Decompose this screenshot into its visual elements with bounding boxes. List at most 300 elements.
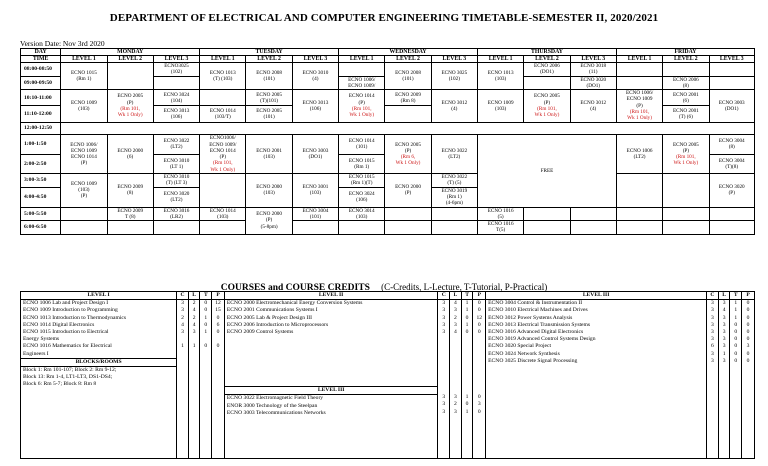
timetable-cell: ECNO 3024 (104): [153, 90, 199, 106]
level-iii-practicals: [742, 300, 755, 459]
timetable-cell: [709, 207, 754, 221]
course-line: ECNO 3019 Advanced Control Systems Design: [488, 336, 596, 343]
credit-value: 3: [711, 350, 714, 357]
cell-text: ECNO 2005 (P): [672, 141, 699, 154]
tutorial-value: 0: [734, 357, 738, 364]
practical-value: 0: [746, 307, 750, 314]
practical-value: 0: [477, 329, 481, 336]
timetable-cell: ECNO 3010 (4): [292, 63, 338, 90]
timetable-cell: ECNO 2001 (T) (6): [663, 106, 709, 122]
tutorial-value: 0: [204, 307, 208, 314]
credit-value: 2: [181, 314, 184, 321]
practical-value: 3: [477, 401, 481, 408]
level-header: LEVEL 1: [339, 56, 385, 63]
practical-value: 3: [746, 343, 750, 350]
cell-text: ECNO 1006/ ECNO 1009 (P): [625, 90, 654, 109]
timetable-cell: [292, 221, 338, 235]
course-line: ECNO 3003 Telecommunications Networks: [226, 409, 326, 416]
timetable-cell: ECNO 3003 (DO1): [709, 90, 754, 122]
practical-value: 0: [477, 307, 481, 314]
level-header: LEVEL 3: [709, 56, 754, 63]
level-header: LEVEL 3: [153, 56, 199, 63]
practical-value: 0: [746, 314, 750, 321]
lecture-value: 3: [722, 336, 726, 343]
timetable-cell: ECNO 3022 (LT2): [431, 135, 477, 174]
level-ii-lectures: [450, 300, 462, 459]
timetable-cell: ECNO 3025 (102): [431, 63, 477, 90]
tutorial-value: 1: [465, 394, 469, 401]
timetable-cell: [663, 207, 709, 221]
credit-value: 3: [442, 314, 446, 321]
timetable-cell: [663, 174, 709, 207]
tutorial-value: 0: [734, 336, 738, 343]
level-header: LEVEL 2: [663, 56, 709, 63]
timetable-cell: ECNO 2000 (P) (5-8pm): [246, 207, 292, 234]
tutorial-value: 1: [204, 314, 208, 321]
course-line: ENOR 3000 Technology of the Steelpan: [226, 402, 318, 409]
credit-value: 3: [442, 394, 446, 401]
credit-value: 3: [442, 408, 446, 415]
credit-value: 3: [711, 307, 714, 314]
lecture-value: 3: [454, 321, 457, 328]
lecture-value: [189, 351, 200, 358]
course-line: ECNO 1016 Mathematics for Electrical: [23, 343, 112, 350]
timetable-cell: ECNO 3001 (103): [292, 174, 338, 207]
block-line: Block 13: Rm 1-4, LT1-LT3, DS1-DS4;: [23, 374, 113, 381]
timetable-cell: ECNO 3016 (LR2): [153, 207, 199, 221]
courses-table: [20, 291, 755, 459]
timetable-cell: [616, 207, 662, 221]
timetable-cell: [200, 174, 246, 207]
timetable-cell: [200, 221, 246, 235]
cell-note: (Rm 101, Wk 1 Only): [117, 105, 143, 119]
timetable-cell: [153, 221, 199, 235]
practical-value: 0: [477, 321, 481, 328]
timetable-cell: [385, 207, 431, 221]
level-ii-credits: [438, 300, 450, 459]
level-header: LEVEL 2: [246, 56, 292, 63]
level-header: LEVEL 2: [524, 56, 570, 63]
col-c: C: [177, 292, 189, 300]
timetable-cell: [107, 90, 153, 122]
tutorial-value: 0: [204, 321, 208, 328]
time-slot: 5:00-5:50: [21, 207, 61, 221]
timetable-cell: ECNO 2009 T (8): [107, 207, 153, 221]
timetable-cell: [709, 221, 754, 235]
timetable-cell: [339, 221, 385, 235]
practical-value: 0: [216, 314, 220, 321]
practical-value: 0: [746, 300, 750, 307]
timetable-cell: [61, 221, 107, 235]
lecture-value: [189, 336, 200, 343]
credit-value: 3: [442, 321, 446, 328]
practical-value: 0: [477, 408, 481, 415]
col-t: T: [730, 292, 742, 300]
timetable-cell: [385, 221, 431, 235]
timetable-cell: ECNO 1009 (103): [61, 90, 107, 122]
timetable-grid: [20, 48, 755, 235]
tutorial-value: 0: [734, 329, 738, 336]
lecture-value: 4: [722, 307, 726, 314]
timetable-cell: ECNO 2005 (101): [246, 106, 292, 122]
course-line: ECNO 1014 Digital Electronics: [23, 321, 95, 328]
course-line: ECNO 3004 Control & Instrumentation II: [488, 300, 583, 307]
tutorial-value: 0: [465, 401, 469, 408]
lecture-value: 3: [722, 300, 726, 307]
timetable-cell: [616, 221, 662, 235]
level-i-tutorials: [200, 300, 212, 459]
col-p: P: [742, 292, 755, 300]
practical-value: 0: [477, 394, 481, 401]
level-iii-courses: [486, 300, 707, 459]
day-label: DAY: [21, 49, 61, 56]
timetable-cell: ECNO 1016 (5): [478, 207, 524, 221]
version-date: Version Date: Nov 3rd 2020: [20, 39, 105, 48]
timetable-cell: [709, 63, 754, 77]
practical-value: 0: [746, 329, 750, 336]
timetable-cell: ECNO 3010 (T) (LT 3): [153, 174, 199, 188]
timetable-cell: ECNO 1015 (Rm 1): [339, 154, 385, 173]
level-iii-lectures: [718, 300, 730, 459]
timetable-cell: ECNO 3022 (LT2): [153, 135, 199, 154]
course-line: ECNO 1006 Lab and Project Design I: [23, 300, 109, 307]
timetable-cell: ECNO 1014 (101): [339, 135, 385, 154]
cell-text: ECNO1006/ ECNO 1009/ ECNO 1014 (P): [209, 135, 237, 161]
credit-value: [177, 351, 188, 358]
course-line: ECNO 3022 Electromagnetic Field Theory: [226, 395, 324, 402]
tutorial-value: 1: [465, 300, 469, 307]
timetable-cell: [524, 221, 570, 235]
block-line: Block 1: Rm 101-107; Block 2: Rm 9-12;: [23, 367, 117, 374]
level-i-practicals: [212, 300, 225, 459]
timetable-cell: [709, 76, 754, 90]
level-header: LEVEL 3: [570, 56, 616, 63]
level-i-lectures: [188, 300, 200, 459]
timetable-cell: [616, 90, 662, 122]
level-ii-tutorials: [461, 300, 473, 459]
tutorial-value: 0: [204, 343, 208, 350]
lecture-value: 3: [454, 307, 457, 314]
tutorial-value: 0: [734, 350, 738, 357]
courses-title: COURSES and COURSE CREDITS: [220, 283, 370, 293]
timetable-cell: [616, 174, 662, 207]
time-slot: 10:10-11:00: [21, 90, 61, 106]
col-c: C: [707, 292, 719, 300]
lecture-value: 3: [722, 314, 726, 321]
level-header: LEVEL 3: [431, 56, 477, 63]
courses-legend: (C-Credits, L-Lecture, T-Tutorial, P-Practical): [381, 282, 548, 292]
timetable-cell: ECNO 3013 (106): [292, 90, 338, 122]
time-slot: 08:00-08:50: [21, 63, 61, 77]
course-line: ECNO 3016 Advanced Digital Electronics: [488, 329, 584, 336]
timetable-cell: ECNO 1013 (T) (103): [200, 63, 246, 90]
timetable-cell: [339, 90, 385, 122]
time-slot: 11:10-12:00: [21, 106, 61, 122]
timetable-cell: ECNO 3019 (Rm 1) (4-6pm): [431, 187, 477, 207]
credit-value: 3: [442, 329, 446, 336]
timetable-cell: ECNO 2008 (101): [246, 63, 292, 90]
course-line: ECNO 2005 Lab & Project Design III: [226, 314, 313, 321]
credit-value: 3: [181, 307, 184, 314]
timetable-cell: [200, 90, 246, 106]
time-slot: 6:00-6:50: [21, 221, 61, 235]
credit-value: 3: [711, 357, 714, 364]
col-p: P: [212, 292, 225, 300]
lecture-value: 3: [722, 357, 726, 364]
timetable-cell: ECNO 2001 (103): [246, 135, 292, 174]
timetable-cell: ECNO 1009 (103): [478, 90, 524, 122]
course-line: ECNO 1009 Introduction to Programming: [23, 307, 118, 314]
timetable-cell: ECNO 1014 (103): [200, 207, 246, 221]
practical-value: [212, 351, 224, 358]
timetable-cell: ECNO 3024 (106): [339, 187, 385, 207]
level-i-header: LEVEL I: [21, 292, 177, 300]
time-slot: 1:00-1:50: [21, 135, 61, 154]
tutorial-value: 1: [465, 321, 469, 328]
credit-value: 3: [181, 329, 184, 336]
timetable-cell: [431, 207, 477, 221]
level-header: LEVEL 1: [61, 56, 107, 63]
level-iii-header: LEVEL III: [486, 292, 707, 300]
practical-value: 0: [216, 329, 220, 336]
level-iii-tutorials: [730, 300, 742, 459]
thursday-free-block: FREE: [478, 135, 617, 207]
course-line: Engineers I: [23, 350, 49, 357]
credit-value: 3: [711, 300, 714, 307]
practical-value: 0: [216, 343, 220, 350]
timetable-cell: ECNO 2006 (DO1): [524, 63, 570, 77]
course-line: ECNO 1013 Introduction to Thermodynamics: [23, 314, 127, 321]
course-line: ECNO 3010 Electrical Machines and Drives: [488, 307, 588, 314]
tutorial-value: 0: [734, 343, 738, 350]
level-iii-credits: [707, 300, 719, 459]
cell-note: (Rm 101, Wk 1 Only): [534, 105, 560, 119]
day-monday: MONDAY: [61, 49, 200, 56]
timetable-cell: [570, 207, 616, 221]
cell-note: (Rm 101, Wk 1 Only): [673, 154, 699, 167]
lecture-value: 3: [722, 321, 726, 328]
lecture-value: 1: [192, 343, 196, 350]
timetable-cell: ECNO 3003 (DO1): [292, 135, 338, 174]
practical-value: 0: [746, 350, 750, 357]
tutorial-value: 0: [204, 300, 208, 307]
timetable-cell: ECNO 3013 (106): [153, 106, 199, 122]
timetable-cell: ECNO 3012 (4): [431, 90, 477, 122]
col-t: T: [461, 292, 473, 300]
timetable-cell: ECNO 2008 (101): [385, 63, 431, 90]
credit-value: 3: [711, 329, 714, 336]
course-line: ECNO 2001 Communications Systems I: [226, 307, 318, 314]
time-slot: 09:00-09:50: [21, 76, 61, 90]
cell-text: ECNO 2005 (P): [534, 93, 560, 106]
tutorial-value: 0: [465, 329, 469, 336]
credit-value: 3: [442, 300, 446, 307]
lecture-value: 2: [454, 401, 457, 408]
lecture-value: 2: [454, 314, 457, 321]
block-line: Block 6: Rm 5-7; Block 8: Rm 8: [23, 381, 97, 388]
tutorial-value: 1: [465, 408, 469, 415]
level-i-credits: [177, 300, 189, 459]
credit-value: [177, 336, 188, 343]
timetable-cell: [524, 90, 570, 122]
lecture-value: 4: [192, 321, 196, 328]
timetable-cell: ECNO 1014 (103/T): [200, 106, 246, 122]
timetable-cell: ECNO 3004 (101): [292, 207, 338, 221]
timetable-cell: ECNO 1013 (103): [478, 63, 524, 90]
level-header: LEVEL 1: [478, 56, 524, 63]
timetable-cell: ECNO 3014 (103): [339, 207, 385, 221]
credit-value: 6: [711, 343, 714, 350]
course-line: Energy Systems: [23, 336, 60, 343]
timetable-cell: ECNO 3018 (11): [570, 63, 616, 77]
credit-value: 3: [711, 321, 714, 328]
practical-value: 6: [216, 321, 220, 328]
credit-value: 3: [442, 307, 446, 314]
level-iii-sub-title: LEVEL III: [225, 386, 438, 395]
timetable-cell: ECNO 3012 (4): [570, 90, 616, 122]
tutorial-value: 0: [465, 314, 469, 321]
timetable-cell: ECNO 1016 T(5): [478, 221, 524, 235]
time-slot: 2:00-2:50: [21, 154, 61, 173]
lecture-value: 3: [722, 329, 726, 336]
lecture-value: 3: [192, 329, 196, 336]
course-line: ECNO 2009 Control Systems: [226, 329, 294, 336]
level-ii-practicals: [473, 300, 486, 459]
col-l: L: [188, 292, 200, 300]
timetable-cell: ECNO 3020 (LT2): [153, 187, 199, 207]
lecture-value: 4: [454, 329, 457, 336]
timetable-cell: [616, 63, 662, 77]
tutorial-value: 1: [734, 307, 738, 314]
credit-value: 3: [711, 314, 714, 321]
practical-value: 15: [215, 307, 221, 314]
timetable-cell: ECNO3025 (102): [153, 63, 199, 77]
credit-value: 1: [181, 343, 184, 350]
timetable-cell: [107, 221, 153, 235]
timetable-cell: [431, 221, 477, 235]
timetable-cell: ECNO 3022 (T) (5): [431, 174, 477, 188]
cell-text: ECNO 2005 (P): [117, 93, 144, 106]
timetable-cell: ECNO 3020 (DO1): [570, 76, 616, 90]
tutorial-value: 1: [734, 300, 738, 307]
practical-value: 12: [215, 300, 221, 307]
practical-value: 0: [746, 336, 750, 343]
timetable-cell: [663, 63, 709, 77]
practical-value: [212, 336, 224, 343]
cell-note: (Rm 101, Wk 1 Only): [349, 105, 375, 119]
col-c: C: [438, 292, 450, 300]
course-line: ECNO 2000 Electromechanical Energy Conversion Systems: [226, 300, 363, 307]
timetable-cell: [385, 135, 431, 174]
time-slot: 3:00-3:50: [21, 174, 61, 188]
credit-value: 3: [181, 300, 184, 307]
cell-text: ECNO 1014 (P): [348, 93, 375, 106]
practical-value: 0: [477, 300, 481, 307]
tutorial-value: [200, 336, 211, 343]
lunch-break-row: [61, 122, 755, 135]
course-line: ECNO 2006 Introduction to Microprocessors: [226, 321, 329, 328]
lecture-value: 3: [454, 394, 457, 401]
timetable-cell: ECNO 1015 (Rm 1): [61, 63, 107, 90]
timetable-cell: [385, 106, 431, 122]
cell-note: (Rm 101, Wk 1 Only): [210, 160, 236, 173]
tutorial-value: 1: [734, 314, 738, 321]
time-slot: 4:00-4:50: [21, 187, 61, 207]
lecture-value: 3: [454, 408, 457, 415]
tutorial-value: 0: [734, 321, 738, 328]
col-t: T: [200, 292, 212, 300]
timetable-cell: ECNO 1006/ ECNO 1009 ECNO 1014 (P): [61, 135, 107, 174]
course-line: ECNO 3025 Discrete Signal Processing: [488, 357, 578, 364]
credit-value: 4: [181, 321, 184, 328]
lecture-value: 4: [454, 300, 457, 307]
timetable-cell: ECNO 2000 (103): [246, 174, 292, 207]
timetable-cell: [339, 63, 385, 77]
credit-value: 3: [711, 336, 714, 343]
practical-value: 0: [746, 357, 750, 364]
timetable-cell: ECNO 1006 (LT2): [616, 135, 662, 174]
level-header: LEVEL 1: [616, 56, 662, 63]
col-l: L: [450, 292, 462, 300]
course-line: ECNO 1015 Introduction to Electrical: [23, 329, 109, 336]
level-header: LEVEL 2: [385, 56, 431, 63]
tutorial-value: 1: [204, 329, 208, 336]
timetable-cell: ECNO 1009 (103) (P): [61, 174, 107, 207]
timetable-cell: ECNO 3004 (8): [709, 135, 754, 154]
day-thursday: THURSDAY: [478, 49, 617, 56]
timetable-cell: [153, 76, 199, 90]
timetable-cell: [616, 76, 662, 90]
day-wednesday: WEDNESDAY: [339, 49, 478, 56]
timetable-cell: [107, 63, 153, 90]
day-friday: FRIDAY: [616, 49, 754, 56]
level-ii-courses: [224, 300, 438, 459]
cell-note: (Rm 6, Wk 1 Only): [395, 154, 421, 167]
timetable-cell: ECNO 2009 (8): [107, 174, 153, 207]
timetable-cell: ECNO 3004 (T)(8): [709, 154, 754, 173]
day-tuesday: TUESDAY: [200, 49, 339, 56]
credit-value: 3: [442, 401, 446, 408]
practical-value: 0: [746, 321, 750, 328]
practical-value: 12: [476, 314, 483, 321]
timetable-cell: [200, 135, 246, 174]
level-header: LEVEL 3: [292, 56, 338, 63]
course-line: ECNO 3013 Electrical Transmission Systems: [488, 321, 591, 328]
page-title: DEPARTMENT OF ELECTRICAL AND COMPUTER ENGINEERING TIMETABLE-SEMESTER II, 2020/2021: [109, 12, 659, 24]
course-line: ECNO 3024 Network Synthesis: [488, 350, 560, 357]
timetable-cell: ECNO 2005 (T)(101): [246, 90, 292, 106]
lecture-value: 1: [722, 350, 726, 357]
timetable-cell: [61, 207, 107, 221]
timetable-cell: ECNO 3010 (LT 1): [153, 154, 199, 173]
col-l: L: [718, 292, 730, 300]
level-ii-header: LEVEL II: [224, 292, 438, 300]
level-i-courses: [21, 300, 177, 459]
course-line: ECNO 3012 Power Systems Analysis: [488, 314, 573, 321]
level-header: LEVEL 1: [200, 56, 246, 63]
timetable-cell: ECNO 2000 (P): [385, 174, 431, 207]
timetable-cell: [663, 135, 709, 174]
cell-text: ECNO 2005 (P): [395, 141, 421, 154]
level-header: LEVEL 2: [107, 56, 153, 63]
timetable-cell: ECNO 1006/ ECNO 1009/: [339, 76, 385, 90]
timetable-cell: ECNO 2000 (6): [107, 135, 153, 174]
timetable-cell: ECNO 1015 (Rm 1)(T): [339, 174, 385, 188]
tutorial-value: [200, 351, 211, 358]
lecture-value: 2: [192, 314, 196, 321]
cell-note: (Rm 101, Wk 1 Only): [627, 109, 652, 122]
timetable-cell: [663, 221, 709, 235]
